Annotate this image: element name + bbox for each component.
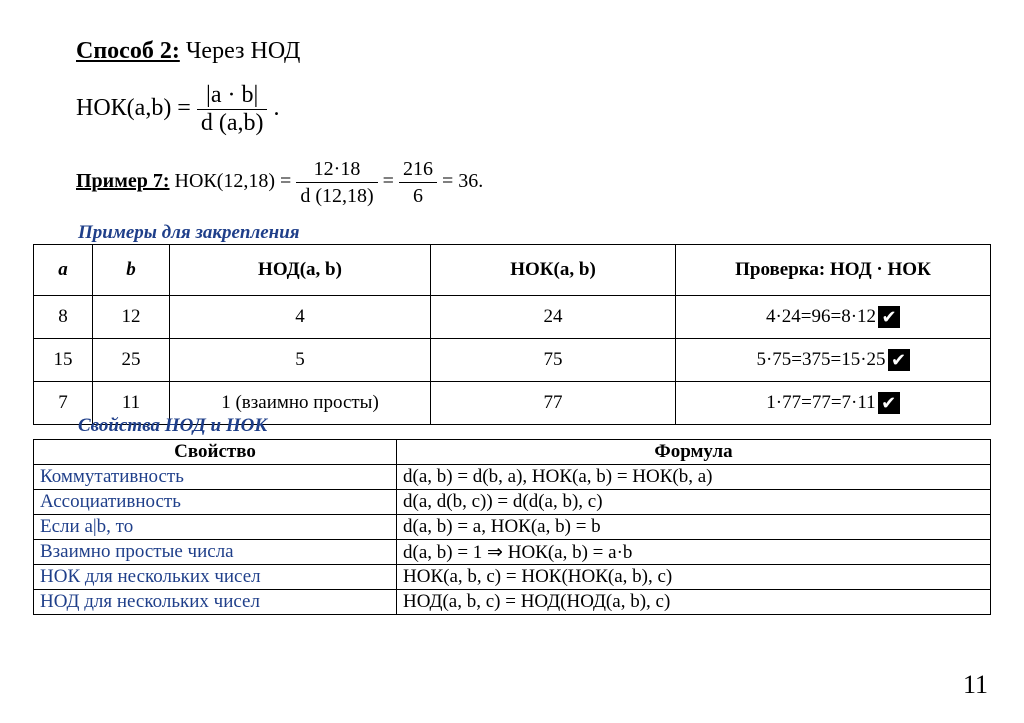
checkmark-icon: ✔: [888, 349, 910, 371]
formula-denominator: d (a,b): [200, 110, 264, 136]
cell: 8: [34, 296, 93, 339]
table-row: [34, 490, 991, 515]
properties-title: Свойства НОД и НОК: [78, 415, 268, 436]
cell: 24: [431, 296, 676, 339]
examples-title: Примеры для закрепления: [78, 222, 300, 243]
formula-lhs: НОК(a,b) =: [76, 95, 191, 122]
example-eq: =: [382, 170, 394, 193]
properties-table: [33, 439, 991, 615]
example-7: [76, 156, 483, 209]
property-cell: НОД для нескольких чисел: [34, 590, 397, 615]
cell: 12: [93, 296, 170, 339]
table-row: [34, 296, 991, 339]
property-cell: Взаимно простые числа: [34, 540, 397, 565]
method-heading: [76, 38, 300, 65]
cell: 5: [170, 339, 431, 382]
checkmark-icon: ✔: [878, 306, 900, 328]
cell: 11: [93, 382, 170, 425]
table-header-row: [34, 440, 991, 465]
table-row: [34, 590, 991, 615]
table-row: [34, 465, 991, 490]
cell: 7: [34, 382, 93, 425]
header-property: Свойство: [34, 440, 397, 465]
property-cell: Ассоциативность: [34, 490, 397, 515]
method-text: Через НОД: [185, 38, 301, 64]
cell: [676, 382, 991, 425]
cell: 75: [431, 339, 676, 382]
example-den-1: d (12,18): [300, 185, 374, 207]
checkmark-icon: ✔: [878, 392, 900, 414]
example-lhs: НОК(12,18) =: [174, 170, 292, 193]
header-gcd: НОД(a, b): [170, 245, 431, 296]
header-check: Проверка: НОД · НОК: [676, 245, 991, 296]
lcm-formula: [76, 82, 279, 137]
examples-table: [33, 244, 991, 425]
cell: 77: [431, 382, 676, 425]
header-b: b: [93, 245, 170, 296]
example-num-2: 216: [399, 156, 437, 183]
formula-cell: d(a, b) = d(b, a), НОК(a, b) = НОК(b, a): [397, 465, 991, 490]
header-lcm: НОК(a, b): [431, 245, 676, 296]
method-label: Способ 2:: [76, 38, 180, 64]
table-header-row: [34, 245, 991, 296]
table-row: [34, 515, 991, 540]
example-fraction-2: [399, 156, 437, 209]
formula-end: .: [273, 95, 280, 122]
cell: [676, 339, 991, 382]
table-row: [34, 540, 991, 565]
table-row: [34, 565, 991, 590]
table-row: [34, 339, 991, 382]
header-a: a: [34, 245, 93, 296]
formula-cell: d(a, b) = a, НОК(a, b) = b: [397, 515, 991, 540]
header-formula: Формула: [397, 440, 991, 465]
property-cell: Коммутативность: [34, 465, 397, 490]
cell: [676, 296, 991, 339]
formula-cell: d(a, b) = 1 ⇒ НОК(a, b) = a·b: [397, 540, 991, 565]
formula-fraction: [197, 82, 268, 137]
example-result: = 36.: [441, 170, 484, 193]
example-label: Пример 7:: [76, 170, 170, 193]
example-fraction-1: [296, 156, 377, 209]
check-text: 1·77=77=7·11: [766, 391, 876, 413]
property-cell: Если a|b, то: [34, 515, 397, 540]
example-num-1: 12·18: [296, 156, 377, 183]
check-text: 5·75=375=15·25: [756, 348, 886, 370]
cell: 25: [93, 339, 170, 382]
property-cell: НОК для нескольких чисел: [34, 565, 397, 590]
cell: 4: [170, 296, 431, 339]
page-number: 11: [962, 670, 988, 699]
formula-cell: d(a, d(b, c)) = d(d(a, b), c): [397, 490, 991, 515]
formula-numerator: |a · b|: [197, 82, 268, 110]
check-text: 4·24=96=8·12: [765, 305, 877, 327]
formula-cell: НОД(a, b, c) = НОД(НОД(a, b), c): [397, 590, 991, 615]
cell: 1 (взаимно просты): [170, 382, 431, 425]
example-den-2: 6: [412, 185, 423, 207]
formula-cell: НОК(a, b, c) = НОК(НОК(a, b), c): [397, 565, 991, 590]
cell: 15: [34, 339, 93, 382]
